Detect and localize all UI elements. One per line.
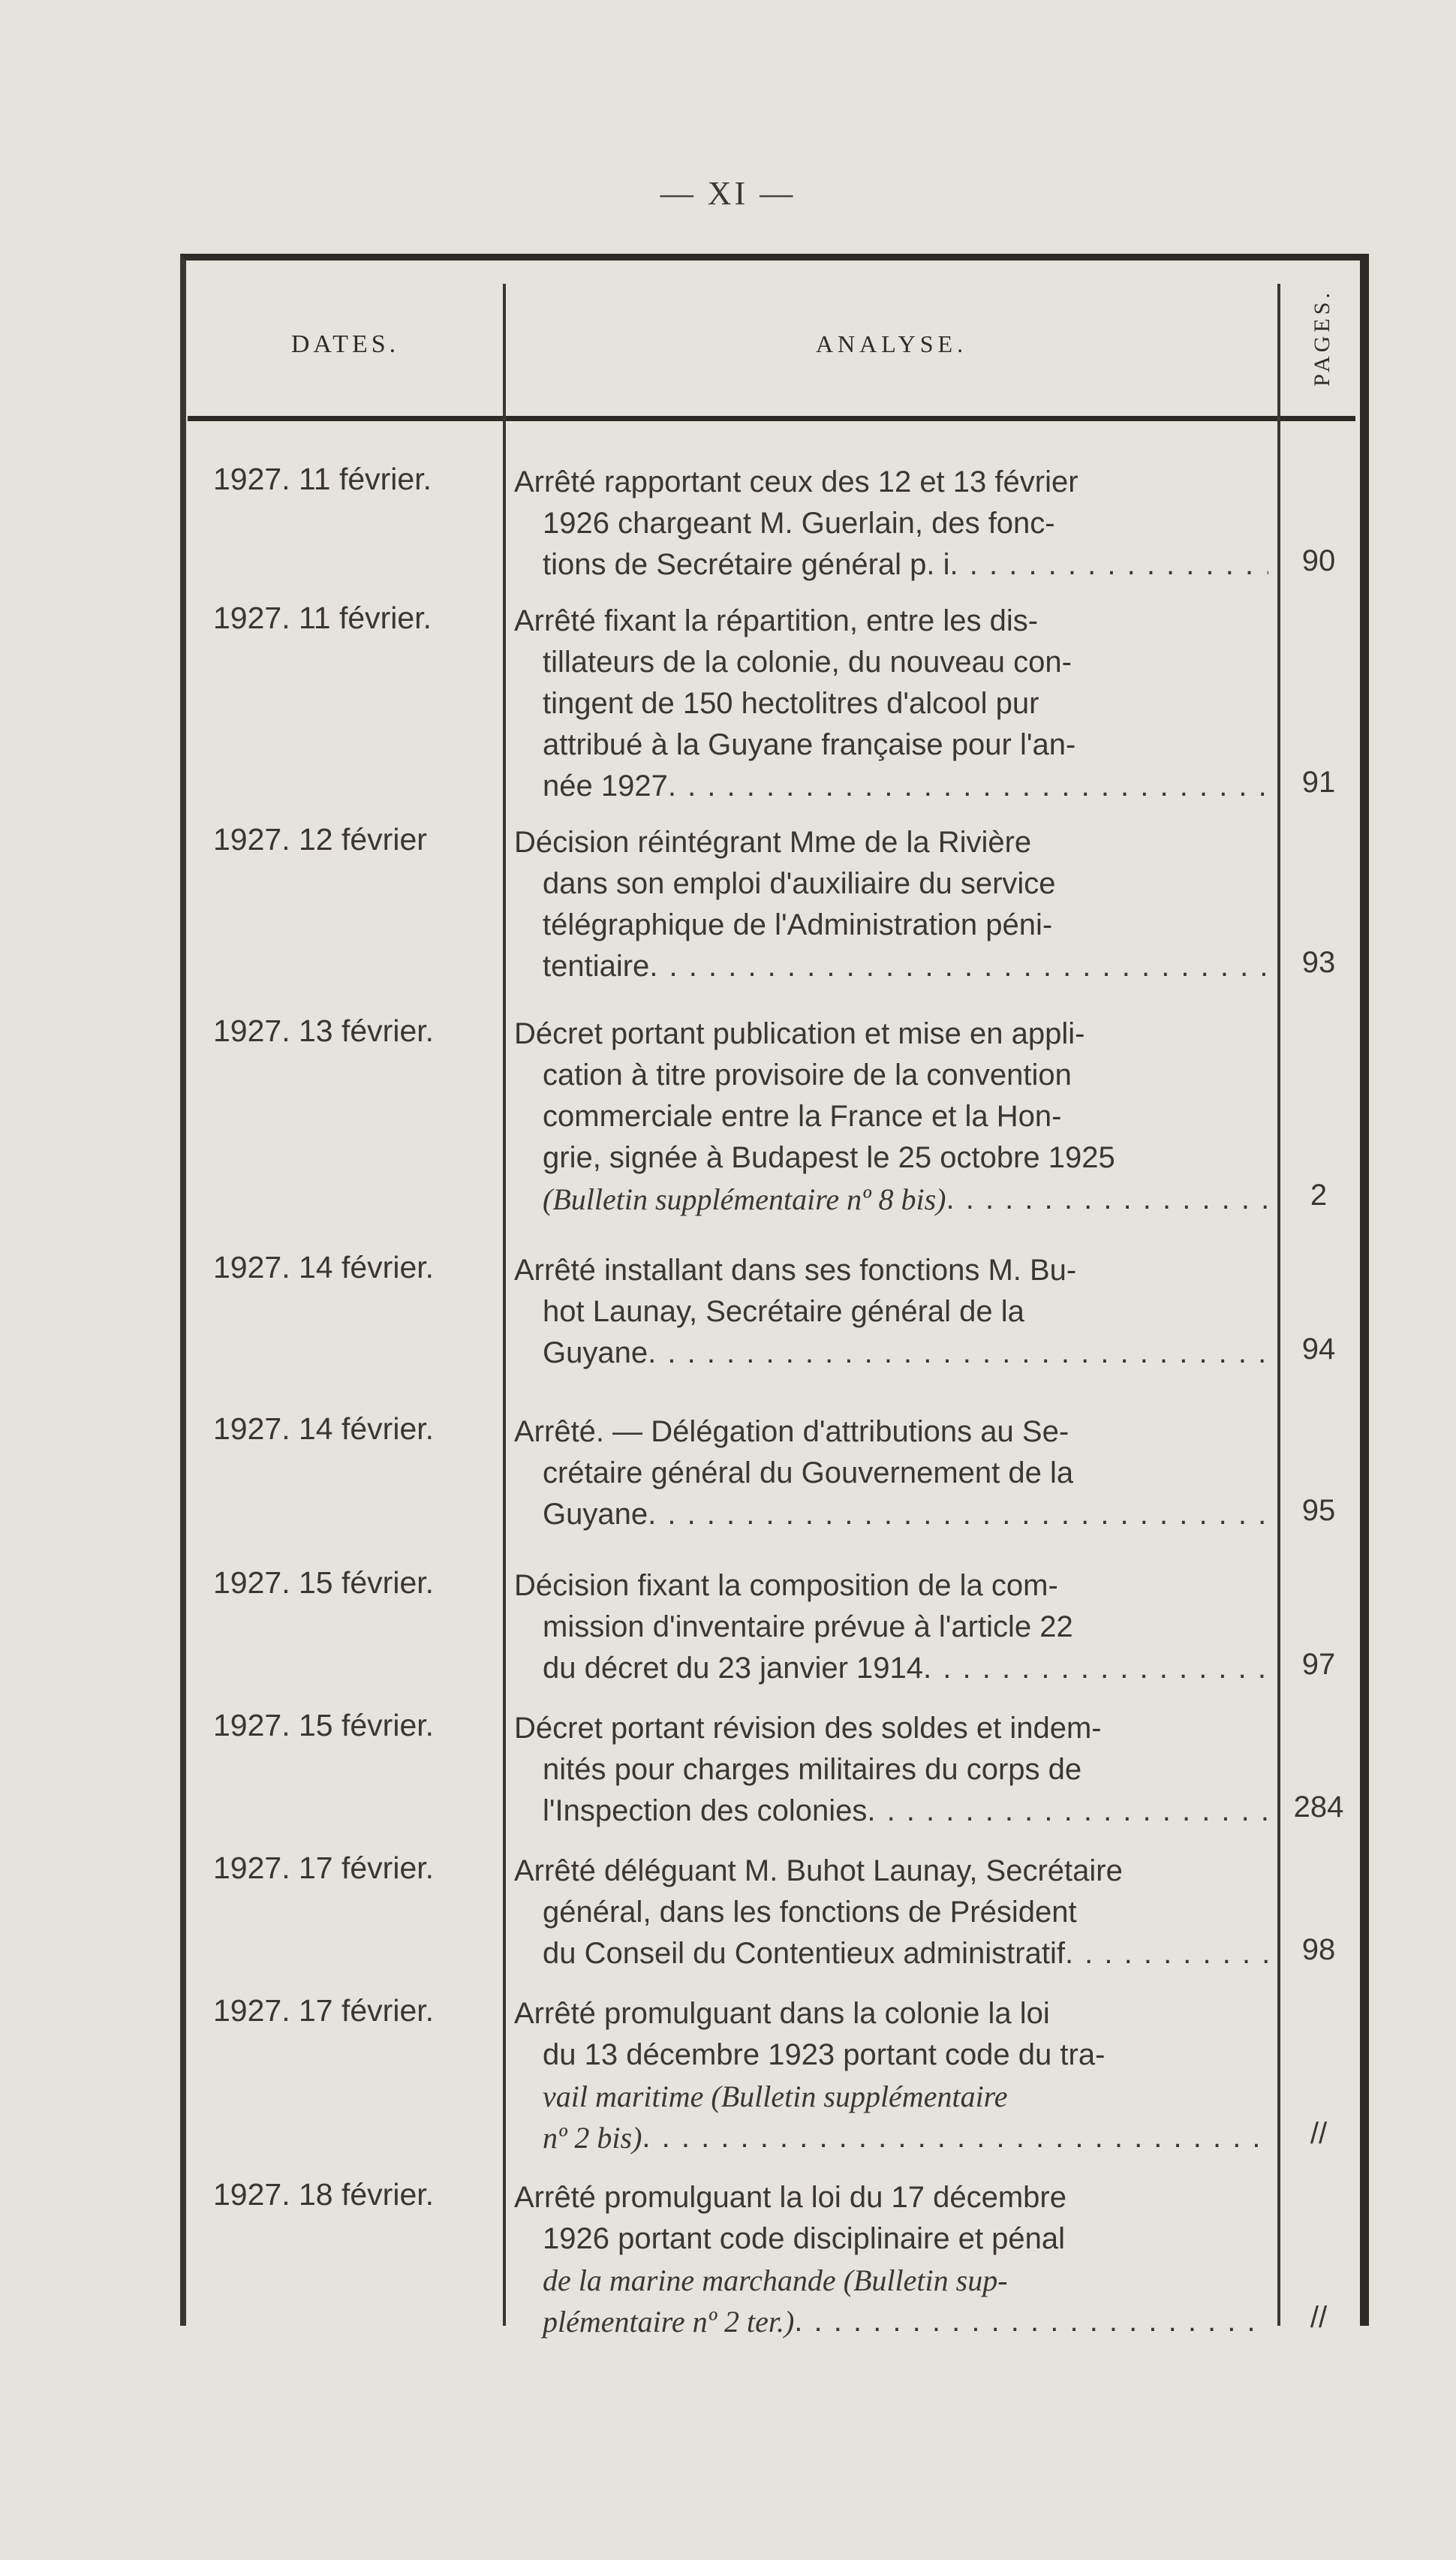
entry-analyse: Arrêté. — Délégation d'attributions au Se- crétaire général du Gouvernement de la Guyane . . . bbox=[514, 1411, 1268, 1535]
entry-page: 94 bbox=[1301, 1333, 1336, 1366]
entry-date: 1927. 17 février. bbox=[213, 1993, 435, 2028]
header-dates: DATES. bbox=[290, 330, 400, 358]
entry-analyse: Arrêté fixant la répartition, entre les dis- tillateurs de la colonie, du nouveau con- tingent de 150 hectolitres d'alcool pur attribué à la Guyane française pour l'an- née 1927 . . . bbox=[514, 601, 1268, 807]
entry-page: 90 bbox=[1301, 544, 1336, 577]
entry-analyse: Décret portant révision des soldes et indem- nités pour charges militaires du corps de l'Inspection des colonies . . . bbox=[514, 1708, 1268, 1832]
entry-analyse: Arrêté promulguant la loi du 17 décembre 1926 portant code disciplinaire et pénal de la marine marchande (Bulletin sup- plémentaire nº 2 ter.) . . . bbox=[514, 2177, 1268, 2342]
entry-page: 98 bbox=[1301, 1933, 1336, 1966]
header-rule-dates bbox=[188, 416, 503, 421]
entry-analyse: Arrêté installant dans ses fonctions M. Bu- hot Launay, Secrétaire général de la Guyane . . . bbox=[514, 1250, 1268, 1374]
column-rule-dates bbox=[503, 284, 506, 2326]
entry-analyse: Décision fixant la composition de la com- mission d'inventaire prévue à l'article 22 du décret du 23 janvier 1914 . . . bbox=[514, 1565, 1268, 1689]
entry-page: 95 bbox=[1301, 1494, 1336, 1527]
entry-date: 1927. 14 février. bbox=[213, 1250, 435, 1285]
entry-date: 1927. 14 février. bbox=[213, 1411, 435, 1446]
header-pages: PAGES. bbox=[1310, 289, 1334, 387]
entry-page: 284 bbox=[1293, 1790, 1344, 1824]
entry-date: 1927. 11 février. bbox=[213, 601, 432, 635]
header-analyse: ANALYSE. bbox=[815, 330, 968, 357]
entry-analyse: Arrêté rapportant ceux des 12 et 13 février 1926 chargeant M. Guerlain, des fonc- tions de Secrétaire général p. i . . . bbox=[514, 462, 1268, 586]
page-number: — XI — bbox=[660, 175, 796, 212]
column-rule-pages bbox=[1277, 284, 1280, 2326]
entry-date: 1927. 18 février. bbox=[213, 2177, 435, 2212]
entry-analyse: Arrêté déléguant M. Buhot Launay, Secrétaire général, dans les fonctions de Président du Conseil du Contentieux administratif . . . bbox=[514, 1851, 1268, 1974]
entry-date: 1927. 15 février. bbox=[213, 1708, 435, 1742]
entry-analyse: Décret portant publication et mise en appli- cation à titre provisoire de la convention commerciale entre la France et la Hon- grie, signée à Budapest le 25 octobre 1925 (Bulletin supplémentaire nº 8 bis) . . . bbox=[514, 1013, 1268, 1220]
entry-analyse: Décision réintégrant Mme de la Rivière dans son emploi d'auxiliaire du service télégraphique de l'Administration péni- tentiaire . . . bbox=[514, 822, 1268, 987]
entry-page: 93 bbox=[1301, 946, 1336, 979]
entry-page: 2 bbox=[1310, 1179, 1328, 1212]
entry-page: // bbox=[1310, 2301, 1328, 2334]
entry-page: // bbox=[1310, 2117, 1328, 2150]
entry-date: 1927. 13 février. bbox=[213, 1013, 435, 1048]
entry-date: 1927. 15 février. bbox=[213, 1565, 435, 1600]
header-rule-pages bbox=[1280, 416, 1355, 421]
entry-date: 1927. 17 février. bbox=[213, 1851, 435, 1885]
header-rule-analyse bbox=[506, 416, 1277, 421]
entry-page: 91 bbox=[1301, 766, 1336, 799]
entry-date: 1927. 11 février. bbox=[213, 462, 432, 496]
entry-page: 97 bbox=[1301, 1648, 1336, 1681]
entry-analyse: Arrêté promulguant dans la colonie la loi du 13 décembre 1923 portant code du tra- vail maritime (Bulletin supplémentaire nº 2 bis) . . . bbox=[514, 1993, 1268, 2158]
entry-date: 1927. 12 février bbox=[213, 822, 427, 857]
